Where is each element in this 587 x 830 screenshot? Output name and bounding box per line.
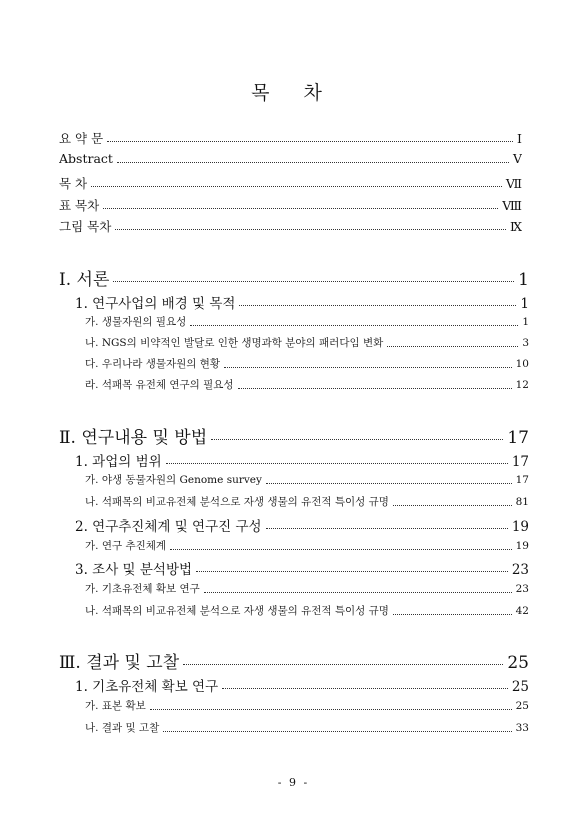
toc-front-matter-entry[interactable] <box>59 217 522 235</box>
dot-leader <box>238 387 512 389</box>
dot-leader <box>150 708 512 710</box>
toc-subsection-entry-label: 나. 결과 및 고찰 <box>85 722 160 734</box>
toc-front-matter-entry-label: Abstract <box>59 151 113 166</box>
toc-chapter-entry[interactable] <box>59 423 529 448</box>
dot-leader <box>103 207 498 209</box>
toc-section-entry-label: 1. 기초유전체 확보 연구 <box>75 679 219 695</box>
toc-front-matter-entry-label: 그림 목차 <box>59 219 112 234</box>
toc-subsection-entry-page-number: 1 <box>522 316 529 328</box>
toc-subsection-entry[interactable] <box>85 698 529 713</box>
toc-front-matter-entry-page-number: Ⅴ <box>512 151 522 166</box>
dot-leader <box>211 438 503 440</box>
toc-front-matter-entry-page-number: Ⅶ <box>505 176 522 191</box>
toc-chapter-entry[interactable] <box>59 648 529 673</box>
toc-front-matter-entry-page-number: Ⅰ <box>517 131 522 146</box>
toc-subsection-entry-page-number: 3 <box>522 337 529 349</box>
toc-subsection-entry-label: 가. 생물자원의 필요성 <box>85 316 187 328</box>
toc-subsection-entry[interactable] <box>85 314 529 329</box>
toc-subsection-entry[interactable] <box>85 720 529 735</box>
toc-subsection-entry-label: 나. NGS의 비약적인 발달로 인한 생명과학 분야의 패러다임 변화 <box>85 337 384 349</box>
toc-subsection-entry-page-number: 19 <box>515 540 529 552</box>
dot-leader <box>107 140 513 142</box>
toc-subsection-entry-page-number: 25 <box>515 700 529 712</box>
dot-leader <box>117 161 509 163</box>
toc-section-entry-page-number: 17 <box>511 454 529 470</box>
toc-section-entry-page-number: 23 <box>511 562 529 578</box>
dot-leader <box>224 366 512 368</box>
toc-chapter-entry[interactable] <box>59 265 529 290</box>
dot-leader <box>115 228 506 230</box>
toc-section-entry-page-number: 25 <box>511 679 529 695</box>
toc-section-entry[interactable] <box>75 558 529 578</box>
toc-subsection-entry-label: 가. 야생 동물자원의 Genome survey <box>85 474 262 486</box>
toc-subsection-entry-label: 나. 석패목의 비교유전체 분석으로 자생 생물의 유전적 특이성 규명 <box>85 496 389 508</box>
toc-subsection-entry-label: 가. 기초유전체 확보 연구 <box>85 583 200 595</box>
dot-leader <box>266 482 512 484</box>
dot-leader <box>393 613 512 615</box>
page-number-footer: - 9 - <box>277 776 310 789</box>
toc-section-entry[interactable] <box>75 292 529 312</box>
toc-subsection-entry[interactable] <box>85 377 529 392</box>
toc-section-entry[interactable] <box>75 675 529 695</box>
toc-front-matter-entry-label: 표 목차 <box>59 198 100 213</box>
toc-section-entry-label: 1. 연구사업의 배경 및 목적 <box>75 296 236 312</box>
dot-leader <box>91 185 502 187</box>
toc-subsection-entry-page-number: 81 <box>515 496 529 508</box>
toc-chapter-entry-label: Ⅲ. 결과 및 고찰 <box>59 653 180 673</box>
dot-leader <box>387 345 518 347</box>
toc-subsection-entry-label: 가. 표본 확보 <box>85 700 146 712</box>
toc-front-matter-entry-label: 목 차 <box>59 176 88 191</box>
dot-leader <box>266 527 508 529</box>
dot-leader <box>196 570 508 572</box>
dot-leader <box>163 730 511 732</box>
toc-front-matter-entry[interactable] <box>59 196 522 214</box>
toc-front-matter-entry[interactable] <box>59 129 522 147</box>
toc-subsection-entry-page-number: 12 <box>515 379 529 391</box>
toc-subsection-entry-label: 가. 연구 추진체계 <box>85 540 167 552</box>
toc-subsection-entry-label: 라. 석패목 유전체 연구의 필요성 <box>85 379 234 391</box>
dot-leader <box>393 504 512 506</box>
toc-section-entry[interactable] <box>75 515 529 535</box>
toc-section-entry-label: 1. 과업의 범위 <box>75 454 162 470</box>
dot-leader <box>190 324 518 326</box>
dot-leader <box>166 462 508 464</box>
toc-subsection-entry-page-number: 23 <box>515 583 529 595</box>
toc-chapter-entry-page-number: 25 <box>507 653 529 673</box>
toc-front-matter-entry-page-number: Ⅷ <box>502 198 522 213</box>
toc-subsection-entry[interactable] <box>85 356 529 371</box>
dot-leader <box>204 591 512 593</box>
toc-subsection-entry-page-number: 42 <box>515 605 529 617</box>
toc-subsection-entry[interactable] <box>85 538 529 553</box>
toc-front-matter-entry[interactable] <box>59 174 522 192</box>
toc-section-entry-page-number: 19 <box>511 519 529 535</box>
dot-leader <box>113 280 514 282</box>
toc-subsection-entry-page-number: 17 <box>515 474 529 486</box>
toc-subsection-entry-label: 나. 석패목의 비교유전체 분석으로 자생 생물의 유전적 특이성 규명 <box>85 605 389 617</box>
dot-leader <box>239 304 516 306</box>
toc-chapter-entry-label: Ⅰ. 서론 <box>59 270 110 290</box>
toc-subsection-entry[interactable] <box>85 472 529 487</box>
toc-subsection-entry[interactable] <box>85 494 529 509</box>
toc-section-entry-label: 2. 연구추진체계 및 연구진 구성 <box>75 519 262 535</box>
page-title: 목 차 <box>251 82 336 104</box>
dot-leader <box>183 663 503 665</box>
toc-section-entry-label: 3. 조사 및 분석방법 <box>75 562 193 578</box>
toc-front-matter-entry-page-number: Ⅸ <box>509 219 522 234</box>
toc-subsection-entry[interactable] <box>85 603 529 618</box>
toc-subsection-entry[interactable] <box>85 335 529 350</box>
toc-front-matter-entry[interactable] <box>59 151 522 166</box>
toc-front-matter-entry-label: 요 약 문 <box>59 131 104 146</box>
dot-leader <box>222 687 508 689</box>
toc-section-entry-page-number: 1 <box>520 296 529 312</box>
toc-chapter-entry-page-number: 17 <box>507 428 529 448</box>
toc-subsection-entry-page-number: 10 <box>515 358 529 370</box>
toc-chapter-entry-page-number: 1 <box>518 270 529 290</box>
toc-section-entry[interactable] <box>75 450 529 470</box>
toc-subsection-entry-page-number: 33 <box>515 722 529 734</box>
toc-subsection-entry-label: 다. 우리나라 생물자원의 현황 <box>85 358 221 370</box>
toc-chapter-entry-label: Ⅱ. 연구내용 및 방법 <box>59 428 208 448</box>
dot-leader <box>170 548 512 550</box>
toc-subsection-entry[interactable] <box>85 581 529 596</box>
